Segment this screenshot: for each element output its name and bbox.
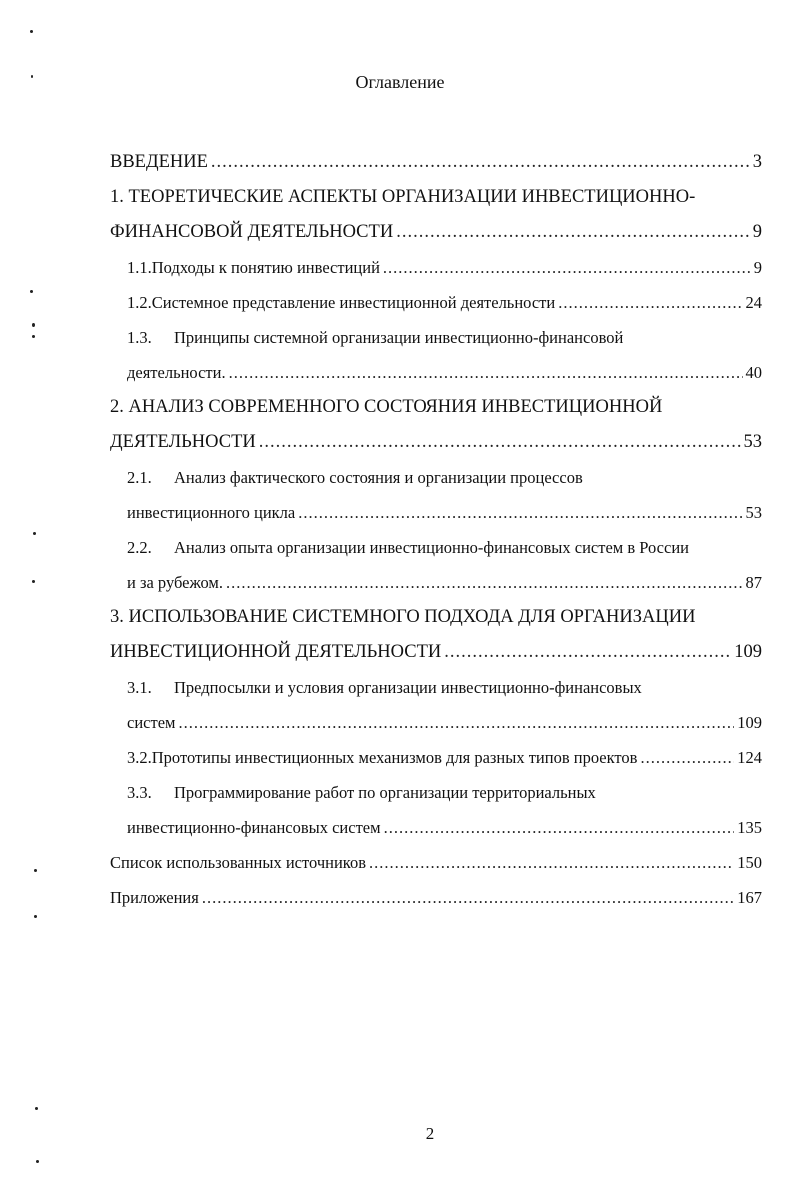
toc-entry-title-continued: ИНВЕСТИЦИОННОЙ ДЕЯТЕЛЬНОСТИ [110,642,442,662]
toc-entry-title: Прототипы инвестиционных механизмов для разных типов проектов [151,748,638,767]
toc-entry-title: 1. ТЕОРЕТИЧЕСКИЕ АСПЕКТЫ ОРГАНИЗАЦИИ ИНВЕСТИЦИОННО- [110,187,696,207]
scan-speck [31,75,33,78]
dot-leader [384,810,735,845]
toc-entry-chapter-1[interactable] [110,180,762,250]
toc-entry-chapter-3[interactable] [110,600,762,670]
toc-entry-section-1-3[interactable] [110,320,762,390]
toc-entry-title: Приложения [110,888,199,907]
toc-entry-title: Подходы к понятию инвестиций [151,258,380,277]
toc-entry-section-1-2[interactable] [110,285,762,320]
scan-speck [35,1107,38,1110]
dot-leader [298,495,742,530]
scan-speck [30,30,33,33]
toc-page-number: 87 [745,573,762,592]
dot-leader [383,250,751,285]
toc-page-number: 40 [745,363,762,382]
toc-entry-title: ВВЕДЕНИЕ [110,152,208,172]
toc-page-number: 150 [737,853,762,872]
toc-entry-section-2-1[interactable] [110,460,762,530]
toc-page-number: 109 [737,713,762,732]
toc-entry-chapter-2[interactable] [110,390,762,460]
toc-entry-title: Анализ фактического состояния и организации процессов [174,468,583,487]
dot-leader [444,635,731,670]
toc-page-number: 167 [737,888,762,907]
toc-entry-title-continued: инвестиционно-финансовых систем [127,818,381,837]
page-title: Оглавление [355,72,445,92]
dot-leader [226,565,743,600]
toc-entry-title: Предпосылки и условия организации инвестиционно-финансовых [174,678,642,697]
dot-leader [640,740,734,775]
scan-speck [32,580,35,583]
toc-section-number: 1.1. [127,258,152,277]
toc-section-number: 2.1. [127,468,152,487]
toc-page-number: 135 [737,818,762,837]
toc-entry-section-3-3[interactable] [110,775,762,845]
scan-speck [32,323,35,327]
toc-entry-appendices[interactable] [110,880,762,915]
toc-page-number: 53 [745,503,762,522]
toc-section-number: 2.2. [127,538,152,557]
toc-entry-section-1-1[interactable] [110,250,762,285]
toc-entry-section-2-2[interactable] [110,530,762,600]
toc-entry-section-3-1[interactable] [110,670,762,740]
toc-entry-title: 2. АНАЛИЗ СОВРЕМЕННОГО СОСТОЯНИЯ ИНВЕСТИЦИОННОЙ [110,397,663,417]
toc-page-number: 9 [752,222,762,242]
toc-entry-title-continued: ФИНАНСОВОЙ ДЕЯТЕЛЬНОСТИ [110,222,394,242]
dot-leader [369,845,734,880]
toc-section-number: 3.3. [127,783,152,802]
scan-speck [33,532,36,535]
toc-section-number: 3.1. [127,678,152,697]
toc-entry-title: 3. ИСПОЛЬЗОВАНИЕ СИСТЕМНОГО ПОДХОДА ДЛЯ ОРГАНИЗАЦИИ [110,607,696,627]
table-of-contents [110,145,762,915]
toc-entry-introduction[interactable] [110,145,762,180]
toc-section-number: 1.3. [127,328,152,347]
dot-leader [202,880,734,915]
toc-section-number: 3.2. [127,748,152,767]
toc-entry-title: Анализ опыта организации инвестиционно-финансовых систем в России [174,538,689,557]
toc-entry-title-continued: систем [127,713,176,732]
scan-speck [32,335,35,338]
page-number: 2 [425,1124,435,1143]
toc-page-number: 9 [753,258,762,277]
toc-entry-section-3-2[interactable] [110,740,762,775]
toc-entry-title-continued: деятельности. [127,363,226,382]
toc-entry-references[interactable] [110,845,762,880]
toc-entry-title: Принципы системной организации инвестиционно-финансовой [174,328,624,347]
toc-section-number: 1.2. [127,293,152,312]
toc-entry-title-continued: инвестиционного цикла [127,503,296,522]
scan-speck [36,1160,39,1163]
dot-leader [178,705,734,740]
scan-speck [30,290,33,293]
toc-page-number: 53 [743,432,762,452]
toc-entry-title: Список использованных источников [110,853,366,872]
toc-entry-title-continued: ДЕЯТЕЛЬНОСТИ [110,432,256,452]
dot-leader [558,285,742,320]
toc-page-number: 3 [752,152,762,172]
toc-page-number: 24 [745,293,762,312]
scan-speck [34,869,37,872]
toc-entry-title: Программирование работ по организации территориальных [174,783,596,802]
dot-leader [396,215,750,250]
toc-entry-title-continued: и за рубежом. [127,573,223,592]
dot-leader [229,355,743,390]
dot-leader [211,145,750,180]
dot-leader [259,425,741,460]
toc-page-number: 109 [734,642,762,662]
toc-entry-title: Системное представление инвестиционной деятельности [151,293,556,312]
toc-page-number: 124 [737,748,762,767]
scan-speck [34,915,37,918]
